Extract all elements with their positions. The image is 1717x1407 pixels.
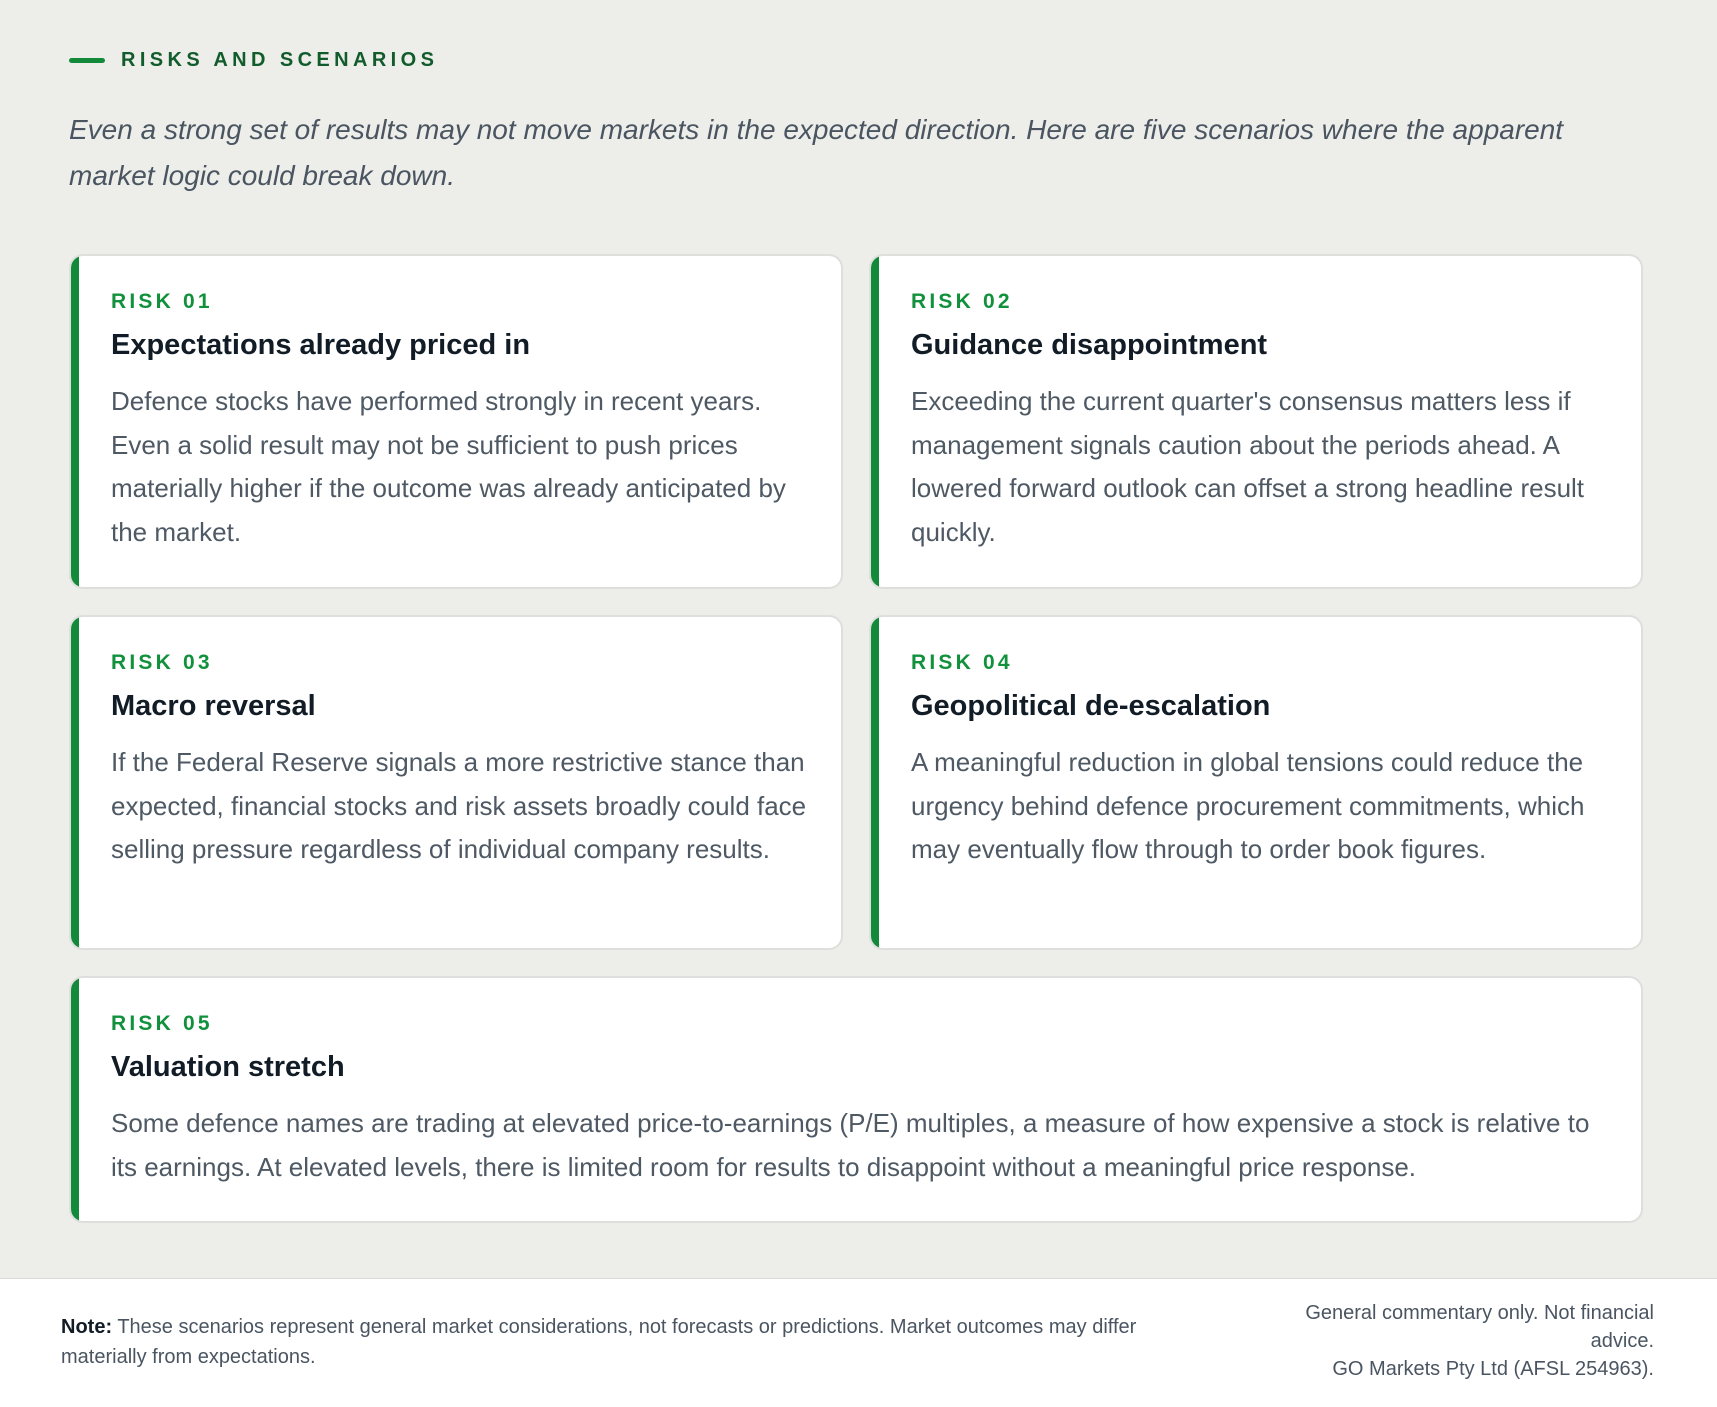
risk-card-04 [869,615,1643,950]
risk-title: Geopolitical de-escalation [911,690,1271,722]
section-intro: Even a strong set of results may not move markets in the expected direction. Here are five scenarios where the apparent market logic could break down. [69,114,1564,191]
risk-title: Guidance disappointment [911,329,1268,361]
risk-card-03 [69,615,843,950]
risk-description: A meaningful reduction in global tensions could reduce the urgency behind defence procurement commitments, which may eventually flow through to order book figures. [911,747,1585,864]
risk-description: If the Federal Reserve signals a more restrictive stance than expected, financial stocks and risk assets broadly could face selling pressure regardless of individual company results. [111,747,807,864]
section-title: RISKS AND SCENARIOS [121,48,439,71]
footer-disclaimer [1274,1299,1654,1383]
risk-title: Expectations already priced in [111,329,531,361]
risk-number: RISK 03 [111,651,213,674]
disclaimer-text: General commentary only. Not financial advice. [1305,1302,1654,1352]
risk-description: Defence stocks have performed strongly in recent years. Even a solid result may not be sufficient to push prices materially higher if the outcome was already anticipated by the market. [111,386,786,547]
risk-title: Valuation stretch [111,1051,345,1083]
footer [0,1278,1717,1407]
risk-number: RISK 04 [911,651,1013,674]
risk-card-05 [69,976,1643,1223]
note-label: Note: [61,1316,113,1338]
risk-description: Exceeding the current quarter's consensus matters less if management signals caution about the periods ahead. A lowered forward outlook can offset a strong headline result quickly. [911,386,1585,547]
risk-title: Macro reversal [111,690,316,722]
company-license: GO Markets Pty Ltd (AFSL 254963). [1332,1358,1654,1380]
risk-number: RISK 05 [111,1012,213,1035]
risk-card-01 [69,254,843,589]
eyebrow-accent-bar [69,58,105,63]
risk-number: RISK 02 [911,290,1013,313]
risk-card-02 [869,254,1643,589]
section-eyebrow [69,50,1648,70]
note-text: These scenarios represent general market considerations, not forecasts or predictions. Market outcomes may differ materially from expectations. [61,1316,1137,1368]
risk-cards-grid [69,254,1648,1223]
risk-number: RISK 01 [111,290,213,313]
footer-note [61,1312,1211,1372]
risk-description: Some defence names are trading at elevated price-to-earnings (P/E) multiples, a measure of how expensive a stock is relative to its earnings. At elevated levels, there is limited room for results to disappoint without a meaningful price response. [111,1108,1590,1182]
